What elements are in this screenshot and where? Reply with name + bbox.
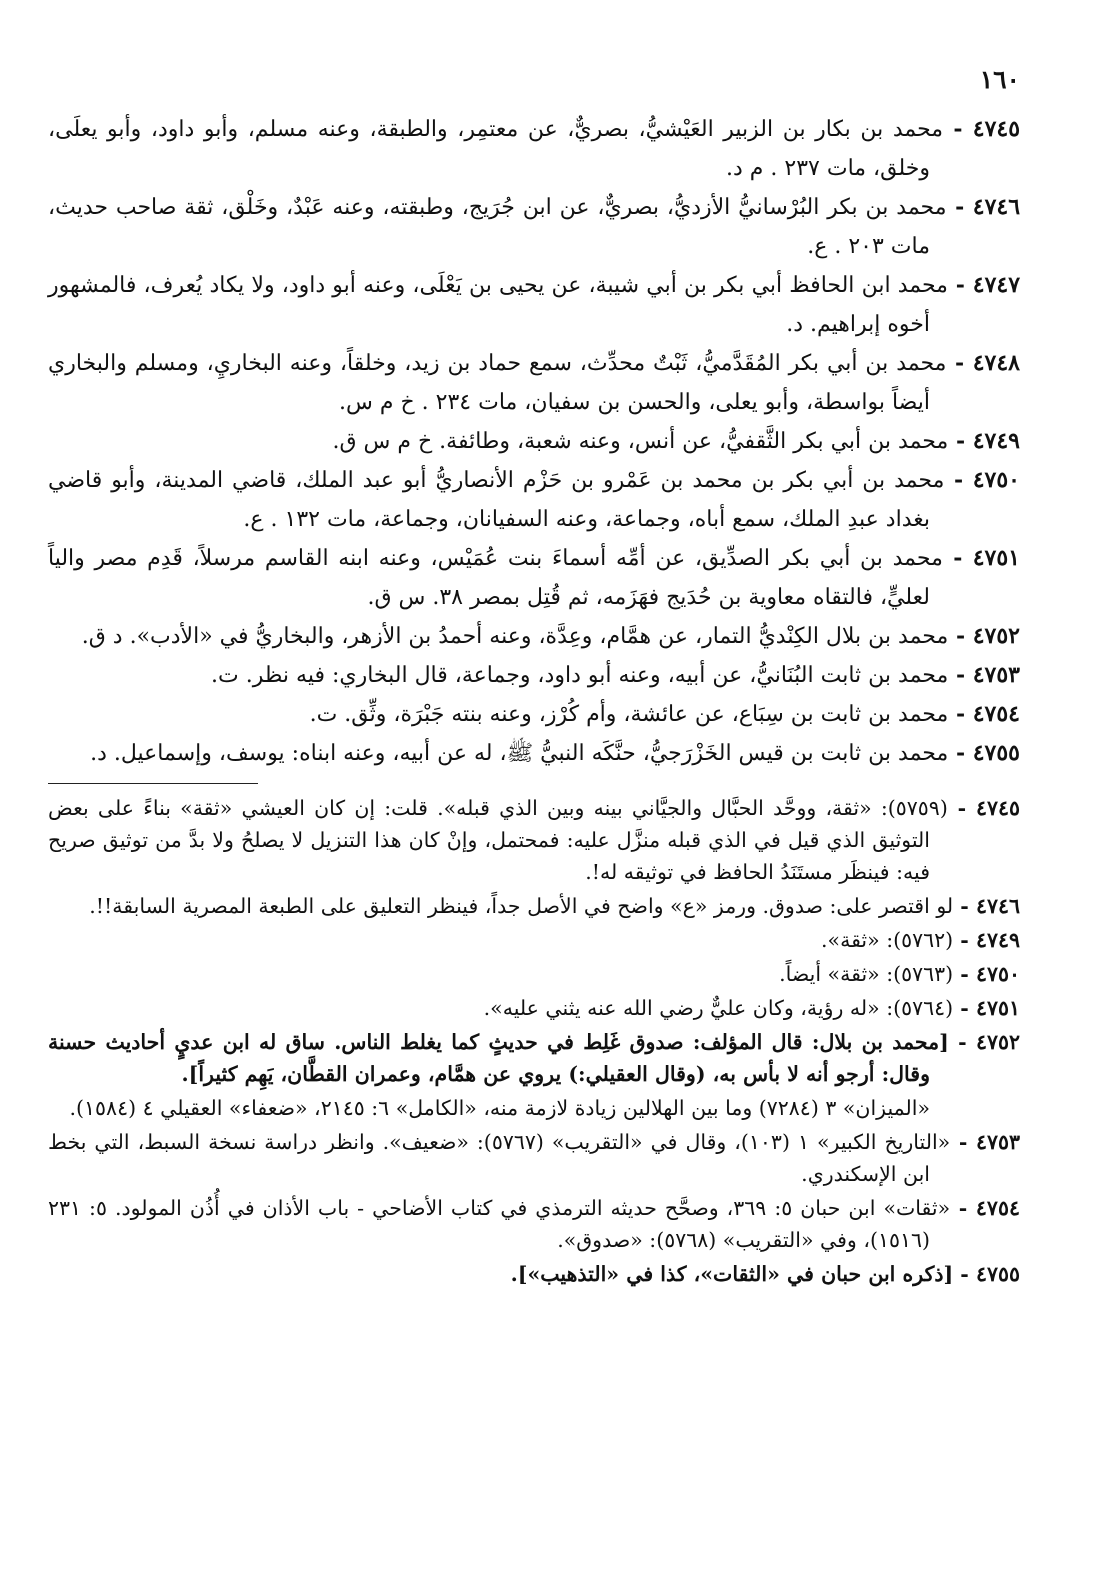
entry-number: ٤٧٤٦ - — [946, 194, 1021, 220]
book-page — [48, 60, 1020, 1574]
footnote-number: ٤٧٥٠ - — [953, 962, 1020, 986]
footnote-number: ٤٧٤٩ - — [953, 928, 1020, 952]
entry-text: محمد بن بلال الكِنْديُّ التمار، عن همَّام، وعِدَّة، وعنه أحمدُ بن الأزهر، والبخاريُّ في «الأدب». د ق. — [81, 624, 949, 649]
footnote-text: (٥٧٦٣): «ثقة» أيضاً. — [779, 962, 954, 986]
entry-4748 — [48, 344, 1020, 422]
entry-4751 — [48, 539, 1020, 617]
entry-number: ٤٧٤٥ - — [943, 116, 1021, 142]
entry-text: محمد بن ثابت البُنَانيُّ، عن أبيه، وعنه أبو داود، وجماعة، قال البخاري: فيه نظر. ت. — [211, 663, 949, 688]
entry-4750 — [48, 461, 1020, 539]
entry-text: محمد بن أبي بكر الثَّقفيُّ، عن أنس، وعنه شعبة، وطائفة. خ م س ق. — [332, 429, 949, 454]
footnote-4755 — [48, 1258, 1020, 1290]
footnote-number: ٤٧٤٥ - — [947, 796, 1020, 820]
entry-number: ٤٧٥٣ - — [948, 662, 1020, 688]
entry-text: محمد بن ثابت بن قيس الخَزْرَجيُّ، حنَّكَه النبيُّ ﷺ، له عن أبيه، وعنه ابناه: يوسف، وإسماعيل. د. — [90, 741, 949, 766]
footnote-number: ٤٧٥١ - — [953, 996, 1020, 1020]
footnote-4752 — [48, 1026, 1020, 1090]
entry-number: ٤٧٥٤ - — [948, 701, 1020, 727]
footnotes — [48, 792, 1020, 1290]
entry-text: محمد بن أبي بكر الصدِّيق، عن أمِّه أسماءَ بنت عُمَيْس، وعنه ابنه القاسم مرسلاً، قَدِم مصر والياً لعليٍّ، فالتقاه معاوية بن حُدَيج فهَزَمه، ثم قُتِل بمصر ٣٨. س ق. — [48, 546, 943, 610]
footnote-separator — [48, 783, 258, 784]
entry-4754 — [48, 695, 1020, 734]
entry-4755 — [48, 734, 1020, 773]
entry-4745 — [48, 110, 1020, 188]
main-entries — [48, 110, 1020, 773]
footnote-text: لو اقتصر على: صدوق. ورمز «ع» واضح في الأصل جداً، فينظر التعليق على الطبعة المصرية السابقة!!. — [89, 894, 954, 918]
footnote-text: (٥٧٦٤): «له رؤية، وكان عليٌّ رضي الله عنه يثني عليه». — [483, 996, 954, 1020]
entry-text: محمد بن ثابت بن سِبَاع، عن عائشة، وأم كُرْز، وعنه بنته جَبْرَة، وثِّق. ت. — [309, 702, 949, 727]
entry-number: ٤٧٥٠ - — [944, 467, 1020, 493]
footnote-text: «الميزان» ٣ (٧٢٨٤) وما بين الهلالين زيادة لازمة منه، «الكامل» ٦: ٢١٤٥، «ضعفاء» العقيلي ٤ (١٥٨٤). — [69, 1096, 930, 1120]
footnote-text: [ذكره ابن حبان في «الثقات»، كذا في «التذهيب»]. — [510, 1262, 954, 1286]
footnote-number: ٤٧٥٤ - — [950, 1196, 1020, 1220]
footnote-text: «ثقات» ابن حبان ٥: ٣٦٩، وصحَّح حديثه الترمذي في كتاب الأضاحي - باب الأذان في أُذُن المولود. ٥: ٢٣١ (١٥١٦)، وفي «التقريب» (٥٧٦٨): «صدوق». — [48, 1196, 951, 1252]
entry-text: محمد بن أبي بكر المُقَدَّميُّ، ثَبْتٌ محدِّث، سمع حماد بن زيد، وخلقاً، وعنه البخاريِ، ومسلم والبخاري أيضاً بواسطة، وأبو يعلى، والحسن بن سفيان، مات ٢٣٤ . خ م س. — [48, 351, 947, 415]
entry-text: محمد بن بكر البُرْسانيُّ الأزديُّ، بصريٌّ، عن ابن جُرَيج، وطبقته، وعنه عَبْدٌ، وخَلْق، ثقة صاحب حديث، مات ٢٠٣ . ع. — [48, 195, 947, 259]
footnote-4750 — [48, 958, 1020, 990]
footnote-text: (٥٧٦٢): «ثقة». — [821, 928, 954, 952]
footnote-text: [محمد بن بلال: قال المؤلف: صدوق غَلِط في حديثٍ كما يغلط الناس. ساق له ابن عديٍ أحاديث حسنة وقال: أرجو أنه لا بأس به، (وقال العقيلي:) يروي عن همَّام، وعمران القطَّان، يَهِم كثيراً]. — [48, 1030, 949, 1086]
entry-number: ٤٧٤٩ - — [948, 428, 1020, 454]
entry-number: ٤٧٤٧ - — [947, 272, 1021, 298]
page-number: ١٦٠ — [979, 65, 1020, 94]
entry-number: ٤٧٥٢ - — [948, 623, 1020, 649]
footnote-4749 — [48, 924, 1020, 956]
entry-number: ٤٧٥١ - — [942, 545, 1020, 571]
entry-text: محمد ابن الحافظ أبي بكر بن أبي شيبة، عن يحيى بن يَعْلَى، وعنه أبو داود، ولا يكاد يُعرف، فالمشهور أخوه إبراهيم. د. — [48, 273, 948, 337]
footnote-4751 — [48, 992, 1020, 1024]
footnote-number: ٤٧٥٣ - — [950, 1130, 1020, 1154]
footnote-4753 — [48, 1126, 1020, 1190]
entry-4747 — [48, 266, 1020, 344]
footnote-text: (٥٧٥٩): «ثقة، ووحَّد الحبَّال والجيَّاني بينه وبين الذي قبله». قلت: إن كان العيشي «ثقة» بناءً على بعض التوثيق الذي قيل في الذي قبله منزَّل عليه: فمحتمل، وإنْ كان هذا التنزيل لا يصلحُ ولا بدَّ من توثيق صريح فيه: فينظَر مستَنَدُ الحافظ في توثيقه له!. — [48, 796, 948, 884]
footnote-4745 — [48, 792, 1020, 888]
entry-4752 — [48, 617, 1020, 656]
footnote-number: ٤٧٥٥ - — [953, 1262, 1020, 1286]
entry-4746 — [48, 188, 1020, 266]
entry-text: محمد بن بكار بن الزبير العَيْشيُّ، بصريٌّ، عن معتمِر، والطبقة، وعنه مسلم، وأبو داود، وأبو يعلَى، وخلق، مات ٢٣٧ . م د. — [48, 117, 944, 181]
entry-number: ٤٧٤٨ - — [946, 350, 1020, 376]
footnote-4754 — [48, 1192, 1020, 1256]
footnote-text: «التاريخ الكبير» ١ (١٠٣)، وقال في «التقريب» (٥٧٦٧): «ضعيف». وانظر دراسة نسخة السبط، التي بخط ابن الإسكندري. — [48, 1130, 951, 1186]
entry-4749 — [48, 422, 1020, 461]
entry-text: محمد بن أبي بكر بن محمد بن عَمْرو بن حَزْم الأنصاريُّ أبو عبد الملك، قاضي المدينة، وأبو قاضي بغداد عبدِ الملك، سمع أباه، وجماعة، وعنه السفيانان، وجماعة، مات ١٣٢ . ع. — [48, 468, 945, 532]
footnote-number: ٤٧٥٢ - — [948, 1030, 1020, 1054]
entry-4753 — [48, 656, 1020, 695]
entry-number: ٤٧٥٥ - — [948, 740, 1020, 766]
footnote-number: ٤٧٤٦ - — [953, 894, 1020, 918]
footnote-4746 — [48, 890, 1020, 922]
footnote-4752-sources — [48, 1092, 1020, 1124]
